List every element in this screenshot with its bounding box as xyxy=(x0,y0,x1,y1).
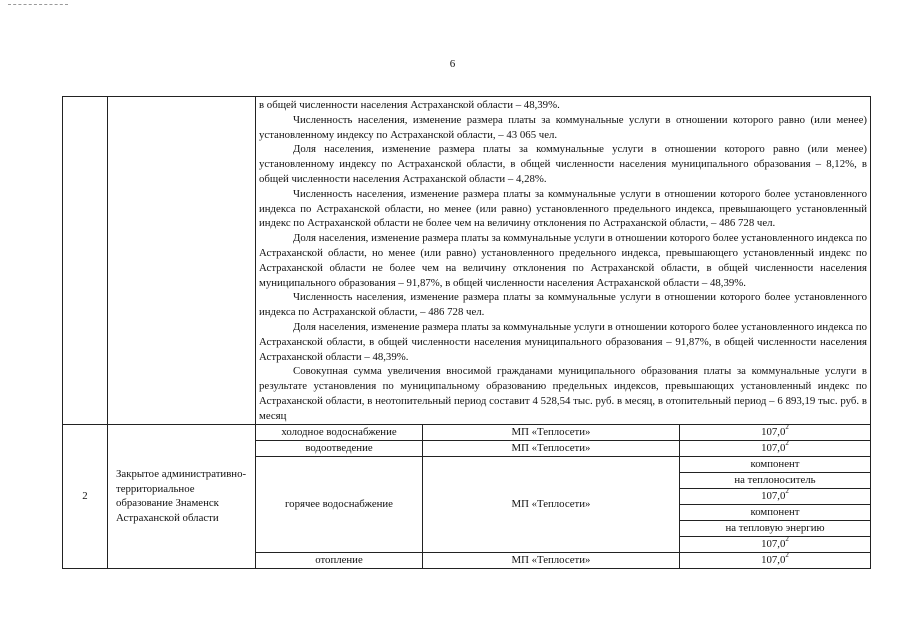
provider-name: МП «Теплосети» xyxy=(423,456,680,552)
index-value xyxy=(680,440,871,456)
index-number: 107,0 xyxy=(761,425,786,438)
paragraph: Доля населения, изменение размера платы за коммунальные услуги в отношении которого более установленного индекса по Астраханской области, но менее (или равно) установленного предельного индекса, превышающего установленный индекс по Астраханской области не более чем на величину отклонения по Астраханской области, в общей численности населения муниципального образования – 91,87%, в общей численности населения Астраханской области – 48,39%. xyxy=(259,232,867,289)
component-label: на теплоноситель xyxy=(680,472,871,488)
municipality-name: Закрытое административно-территориальное образование Знаменск Астраханской области xyxy=(108,424,256,568)
service-name: горячее водоснабжение xyxy=(256,456,423,552)
component-label: компонент xyxy=(680,504,871,520)
service-name: водоотведение xyxy=(256,440,423,456)
municipality-cell-empty xyxy=(108,97,256,425)
paragraph: в общей численности населения Астраханской области – 48,39%. xyxy=(259,99,560,111)
index-value xyxy=(680,488,871,504)
row-number-cell-empty xyxy=(63,97,108,425)
provider-name: МП «Теплосети» xyxy=(423,440,680,456)
index-number: 107,0 xyxy=(761,489,786,502)
paragraph: Численность населения, изменение размера платы за коммунальные услуги в отношении которого более установленного индекса по Астраханской области, но менее (или равно) установленного предельного индекса, превышающего установленный индекс по Астраханской области не более чем на величину отклонения по Астраханской области, – 486 728 чел. xyxy=(259,187,867,230)
index-number: 107,0 xyxy=(761,441,786,454)
document-table xyxy=(62,96,871,569)
index-value xyxy=(680,552,871,568)
index-number: 107,0 xyxy=(761,553,786,566)
footnote-marker: 2 xyxy=(785,551,789,560)
footnote-marker: 2 xyxy=(785,423,789,432)
index-value xyxy=(680,536,871,552)
footnote-marker: 2 xyxy=(785,487,789,496)
component-label: компонент xyxy=(680,456,871,472)
index-number: 107,0 xyxy=(761,537,786,550)
footnote-marker: 2 xyxy=(785,535,789,544)
page-number: 6 xyxy=(449,58,456,70)
table-row-text xyxy=(63,97,871,425)
provider-name: МП «Теплосети» xyxy=(423,424,680,440)
provider-name: МП «Теплосети» xyxy=(423,552,680,568)
service-name: отопление xyxy=(256,552,423,568)
scan-corner-marks xyxy=(8,4,68,9)
paragraph: Доля населения, изменение размера платы за коммунальные услуги в отношении которого равно (или менее) установленному индексу по Астраханской области, в общей численности населения муниципального образования – 8,12%, в общей численности населения Астраханской области – 4,28%. xyxy=(259,143,867,185)
service-row-cold-water xyxy=(63,424,871,440)
paragraph: Доля населения, изменение размера платы за коммунальные услуги в отношении которого более установленного индекса по Астраханской области, в общей численности населения муниципального образования – 91,87%, в общей численности населения Астраханской области – 48,39%. xyxy=(259,320,867,363)
index-value xyxy=(680,424,871,440)
paragraph: Численность населения, изменение размера платы за коммунальные услуги в отношении которого равно (или менее) установленному индексу по Астраханской области, – 43 065 чел. xyxy=(259,113,867,141)
component-label: на тепловую энергию xyxy=(680,520,871,536)
paragraph: Численность населения, изменение размера платы за коммунальные услуги в отношении которого более установленного индекса по Астраханской области, – 486 728 чел. xyxy=(259,291,867,319)
footnote-marker: 2 xyxy=(785,439,789,448)
paragraph: Совокупная сумма увеличения вносимой гражданами муниципального образования платы за коммунальные услуги в результате установления по муниципальному образованию предельных индексов, превышающих установленный индекс по Астраханской области, в неотопительный период составит 4 528,54 тыс. руб. в месяц, в отопительный период – 6 893,19 тыс. руб. в месяц xyxy=(259,365,867,422)
row-number: 2 xyxy=(63,424,108,568)
service-name: холодное водоснабжение xyxy=(256,424,423,440)
text-cell xyxy=(256,97,871,425)
